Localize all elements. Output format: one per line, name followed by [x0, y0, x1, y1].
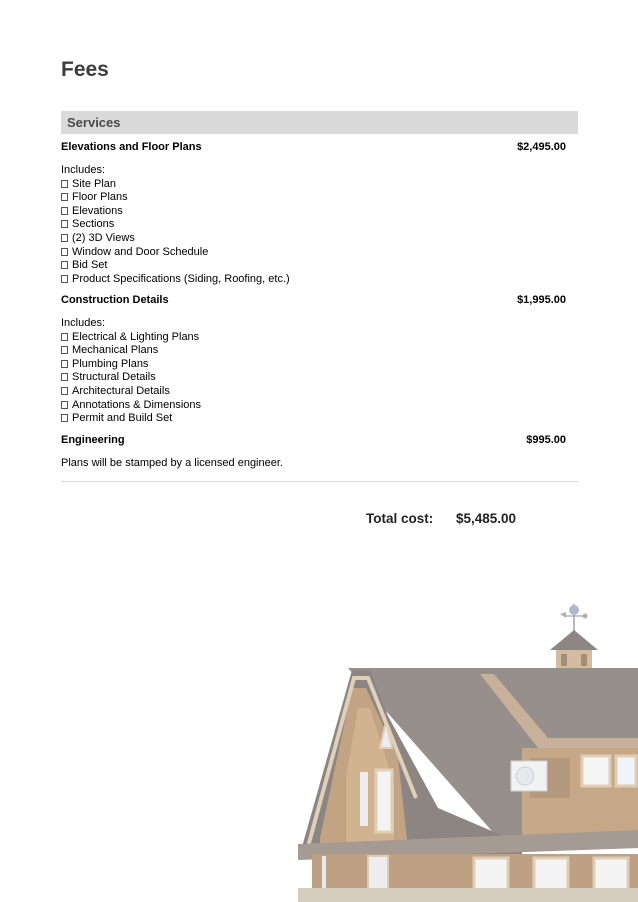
barn-house-image — [298, 598, 638, 902]
services-header: Services — [61, 111, 578, 134]
list-item — [61, 385, 566, 399]
list-item — [61, 331, 566, 345]
list-item — [61, 358, 566, 372]
list-item — [61, 246, 566, 260]
section-price: $995.00 — [526, 434, 566, 446]
section-title: Engineering — [61, 434, 125, 446]
checkbox-icon — [61, 234, 68, 242]
list-item — [61, 178, 566, 192]
list-item-label: Site Plan — [72, 177, 117, 190]
checkbox-icon — [61, 261, 68, 269]
section-title: Construction Details — [61, 294, 169, 306]
page-title: Fees — [61, 58, 109, 81]
list-item-label: Structural Details — [72, 371, 156, 384]
list-item — [61, 191, 566, 205]
list-item-label: Window and Door Schedule — [72, 245, 209, 258]
list-item — [61, 205, 566, 219]
section-title-row — [61, 294, 566, 307]
list-item-label: Annotations & Dimensions — [72, 398, 202, 411]
list-item — [61, 399, 566, 413]
list-item-label: Mechanical Plans — [72, 344, 159, 357]
section-price: $2,495.00 — [517, 141, 566, 153]
section-title: Elevations and Floor Plans — [61, 141, 202, 153]
checkbox-icon — [61, 180, 68, 188]
section-elevations-floor-plans — [61, 141, 566, 286]
section-construction-details — [61, 294, 566, 426]
checkbox-icon — [61, 401, 68, 409]
section-price: $1,995.00 — [517, 294, 566, 306]
checkbox-icon — [61, 220, 68, 228]
checkbox-icon — [61, 373, 68, 381]
list-item-label: Electrical & Lighting Plans — [72, 330, 200, 343]
list-item-label: Elevations — [72, 204, 123, 217]
list-item — [61, 344, 566, 358]
checkbox-icon — [61, 207, 68, 215]
list-item-label: Sections — [72, 218, 115, 231]
list-item — [61, 412, 566, 426]
checkbox-icon — [61, 275, 68, 283]
checkbox-icon — [61, 414, 68, 422]
section-title-row — [61, 141, 566, 154]
list-item-label: Plumbing Plans — [72, 357, 149, 370]
list-item — [61, 273, 566, 287]
checkbox-icon — [61, 360, 68, 368]
total-cost-value: $5,485.00 — [456, 511, 517, 526]
list-item-label: Permit and Build Set — [72, 412, 173, 425]
list-item-label: Architectural Details — [72, 384, 170, 397]
section-title-row — [61, 434, 566, 447]
list-item-label: (2) 3D Views — [72, 231, 135, 244]
list-item-label: Bid Set — [72, 259, 108, 272]
section-intro: Includes: — [61, 317, 106, 329]
list-item-label: Floor Plans — [72, 191, 128, 204]
checkbox-icon — [61, 248, 68, 256]
checkbox-icon — [61, 193, 68, 201]
checkbox-icon — [61, 387, 68, 395]
checkbox-icon — [61, 333, 68, 341]
list-item — [61, 371, 566, 385]
divider — [61, 481, 578, 482]
list-item — [61, 232, 566, 246]
list-item — [61, 259, 566, 273]
list-item-label: Product Specifications (Siding, Roofing, etc.) — [72, 272, 290, 285]
list-item — [61, 218, 566, 232]
checkbox-icon — [61, 346, 68, 354]
section-note: Plans will be stamped by a licensed engineer. — [61, 457, 283, 469]
section-engineering — [61, 434, 566, 471]
section-intro: Includes: — [61, 164, 106, 176]
total-cost-label: Total cost: — [366, 511, 434, 526]
